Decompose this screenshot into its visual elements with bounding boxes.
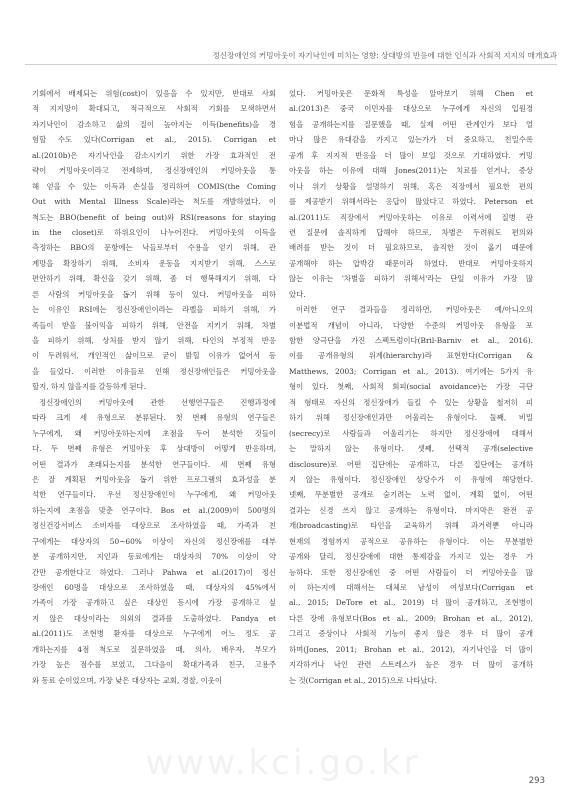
text-line: 공개와 달리, 정신장애에 대한 통제감을 가지고 있는 경우 가 [289,552,533,562]
text-line: 하며(Jones, 2011; Brohan et al., 2012), 자기낙인을 더 많이 [289,644,533,654]
text-line: 가장 높은 점수를 보였고, 그다음이 확대가족과 친구, 고용주 [32,660,276,670]
text-line: 이 하는지에 대해서는 대체로 남성이 여성보다(Corrigan et [289,583,533,592]
text-line: 략이 커밍아웃이라고 전제하며, 정신장애인의 커밍아웃을 통 [32,166,276,176]
text-line: 기회에서 배제되는 위험(cost)이 있음을 수 있지만, 반대로 사회 [32,89,276,98]
text-line: 는 이유인 RSI에는 정신장애인이라는 라벨을 피하기 위해, 가 [32,305,276,315]
text-line: Out with Mental Illness Scale)라는 척도를 개발하였다. 이 [32,197,276,207]
text-line: disclosure)로 어떤 집단에는 공개하고, 다른 집단에는 공개하 [289,459,533,469]
text-line: 다. 두 번째 유형은 커밍아웃 후 상대방이 어떻게 반응하며, [32,444,276,454]
text-line: 정신장애인의 커밍아웃에 관한 선행연구들은 진행과정에 [39,397,276,407]
text-line: 분 공개하지만, 지인과 동료에게는 대상자의 70% 이상이 약 [32,552,276,562]
text-line: 할지, 하지 않을지를 갈등하게 된다. [32,382,147,392]
text-line: 지각하거나 낙인 관련 스트레스가 높은 경우 더 많이 공개하 [289,660,533,670]
text-line: Matthews, 2003; Corrigan et al., 2013). 여기에는 5가지 유 [289,366,533,376]
text-line: 험할 수도 있다(Corrigan et al., 2015). Corrigan et [32,135,276,145]
text-line: 측정하는 BBO의 문항에는 낙들로부터 수용을 얻기 위해, 관 [32,243,276,253]
watermark: www.kci.go.kr [145,743,421,783]
text-line: 적 형태로 자신의 정신장애가 들킬 수 있는 상황을 철저히 피 [289,397,533,407]
running-header: 정신장애인의 커밍아웃이 자기낙인에 미치는 영향: 상대방의 반응에 대한 인식과 사회적 지지의 매개효과 [212,51,557,60]
text-line: 지 않은 대상이라는 의외의 결과를 도출하였다. Pandya et [32,613,276,623]
text-line: 편안하기 위해, 확신을 갖기 위해, 좀 더 행복해지기 위해, 다 [32,274,276,284]
text-line: al.(2011)도 조현병 환자를 대상으로 누구에게 어느 정도 공 [32,629,276,639]
text-line: 련 질문에 솔직하게 답해야 하므로, 차별은 두려워도 편의와 [289,227,533,237]
text-line: 정신건강서비스 소비자를 대상으로 조사하였을 때, 가족과 친 [32,521,276,531]
text-line: 적 지지망이 확대되고, 적극적으로 사회적 기회를 모색하면서 [32,104,276,114]
text-line: al.(2010b)은 자기낙인을 감소시키기 위한 가장 효과적인 전 [32,150,276,160]
text-line: 을 피하기 위해, 상처를 받지 않기 위해, 타인의 부정적 반응 [32,336,276,345]
text-line: 공개 후 지지적 반응을 더 많이 보일 것으로 기대하였다. 커밍 [289,150,533,160]
page-number: 293 [528,776,545,786]
text-line: 다른 장애 유형보다(Bos et al., 2009; Brohan et al., 2012), [289,613,533,623]
text-line: al.(2013)은 중국 이민자를 대상으로 누구에게 자신의 입원경 [289,104,533,114]
text-line: 아웃을 하는 이유에 대해 Jones(2011)는 치료를 얻거나, 증상 [289,166,533,176]
header-divider [25,64,557,65]
text-line: 이나 위기 상황을 설명하기 위해, 혹은 직장에서 필요한 편의 [289,181,533,191]
text-line: 넷째, 무분별한 공개로 숨기려는 노력 없이, 계획 없이, 어떤 [289,490,533,500]
text-line: 이를 공개유형의 위계(hierarchy)라 표현한다(Corrigan & [289,351,533,361]
text-line: 능하다. 또한 정신장애인 중 어떤 사람들이 더 커밍아웃을 많 [289,567,533,577]
text-line: 배려를 받는 것이 더 필요하므로, 솔직한 것이 옳기 때문에 [289,243,533,253]
text-line: 을 들었다. 이러한 이유들로 인해 정신장애인들은 커밍아웃을 [32,366,276,376]
text-line: 해 얻을 수 있는 이득과 손실을 정리하여 COMIS(the Coming [32,181,276,191]
text-line: 형이 있다. 첫째, 사회적 회피(social avoidance)는 가장 극단 [289,382,533,392]
text-line: al.(2011)도 직장에서 커밍아웃하는 이유로 이력서에 질병 관 [289,212,533,222]
right-column [289,86,533,688]
text-line: in the closet)로 하위요인이 나누어진다. 커밍아웃의 이득을 [32,227,276,237]
text-line: 공개해야 하는 압박감 때문이라 하였다. 반대로 커밍아웃하지 [289,258,533,268]
text-line: 를 제공받기 위해서라는 응답이 많았다고 하였다. Peterson et [289,197,533,207]
text-line: 개(broadcasting)로 타인을 교육하기 위해 과거력뿐 아니라 [289,521,533,531]
text-line: 마나 많은 유대감을 가지고 있는가가 더 중요하고, 친밀수록 [289,135,533,145]
text-line: (secrecy)로 사람들과 어울리기는 하지만 정신장애에 대해서 [289,428,533,438]
text-line: 이러한 연구 결과들을 정리하면, 커밍아웃은 예/아니오의 [296,305,533,315]
left-column [32,86,276,688]
text-line: 이 두려워서, 개인적인 삶이므로 굳이 밝힐 이유가 없어서 등 [32,351,276,361]
text-line: 었다. 커밍아웃은 문화적 특성을 알아보기 위해 Chen et [289,89,533,98]
text-line: 가족이 가장 공개하고 싶은 대상인 동시에 가장 공개하고 싶 [32,598,276,608]
text-line: 간만 공개한다고 하였다. 그러나 Pahwa et al.(2017)이 정신 [32,567,276,577]
text-line: 장애인 60명을 대상으로 조사하였을 때, 대상자의 45%에서 [32,583,276,592]
text-line: 험을 공개하는지를 질문했을 때, 실제 어떤 관계인가 보다 얼 [289,119,533,129]
text-line: 은 잘 계획된 커밍아웃을 돕기 위한 프로그램의 효과성을 분 [32,474,276,484]
text-line: 족들이 받을 불이익을 피하기 위해, 안전을 지키기 위해, 차별 [32,320,276,330]
text-line: 않는 이유는 '차별을 피하기 위해서'라는 단일 이유가 가장 많 [289,274,533,284]
text-line: al., 2015; DeTore et al., 2019) 더 많이 공개하고, 조현병이 [289,598,533,608]
text-line: 하기 위해 정신장애인과만 어울리는 유형이다. 둘째, 비밀 [289,413,533,423]
text-line: 와 동료 순이었으며, 가장 낮은 대상자는 교회, 경찰, 이웃이 [32,675,223,685]
text-line: 결과는 신경 쓰지 않고 공개하는 유형이다. 마지막은 완전 공 [289,505,533,515]
text-line: 어떤 결과가 초래되는지를 분석한 연구들이다. 세 번째 유형 [32,459,276,469]
text-line: 는 말하지 않는 유형이다. 셋째, 선택적 공개(selective [289,444,533,454]
text-line: 따라 크게 세 유형으로 분류된다. 첫 번째 유형의 연구들은 [32,413,276,423]
text-line: 그리고 증상이나 사회적 기능이 좋지 않은 경우 더 많이 공개 [289,629,533,639]
text-line: 이분법적 개념이 아니라, 다양한 수준의 커밍아웃 유형을 포 [289,320,533,330]
text-line: 는 것(Corrigan et al., 2015)으로 나타났다. [289,675,438,685]
text-line: 른 사람의 커밍아웃을 돕기 위해 등이 있다. 커밍아웃을 피하 [32,289,276,299]
text-line: 개하는지를 4점 척도로 질문하였을 때, 의사, 배우자, 부모가 [32,644,276,654]
text-line: 지 않는 유형이다. 정신장애인 상당수가 이 유형에 해당한다. [289,474,533,484]
text-line: 구에게는 대상자의 50~60% 이상이 자신의 정신장애를 대부 [32,536,276,546]
text-line: 계망을 확장하기 위해, 소비자 운동을 지지받기 위해, 스스로 [32,258,276,268]
text-line: 석한 연구들이다. 우선 정신장애인이 누구에게, 왜 커밍아웃 [32,490,276,500]
text-line: 함한 양극단을 가진 스펙트럼이다(Bril-Barniv et al., 2016). [289,336,533,345]
text-line: 누구에게, 왜 커밍아웃하는지에 초점을 두어 분석한 것들이 [32,428,276,438]
text-line: 하는지에 초점을 맞춘 연구이다. Bos et al.(2009)이 500명의 [32,505,276,515]
text-line: 척도는 BBO(benefit of being out)와 RSI(reasons for staying [32,212,276,222]
text-line: 현재의 경험까지 공적으로 공유하는 유형이다. 이는 무분별한 [289,536,533,546]
text-line: 자기낙인이 감소하고 삶의 질이 높아지는 이득(benefits)을 경 [32,119,276,129]
text-line: 았다. [289,289,306,299]
